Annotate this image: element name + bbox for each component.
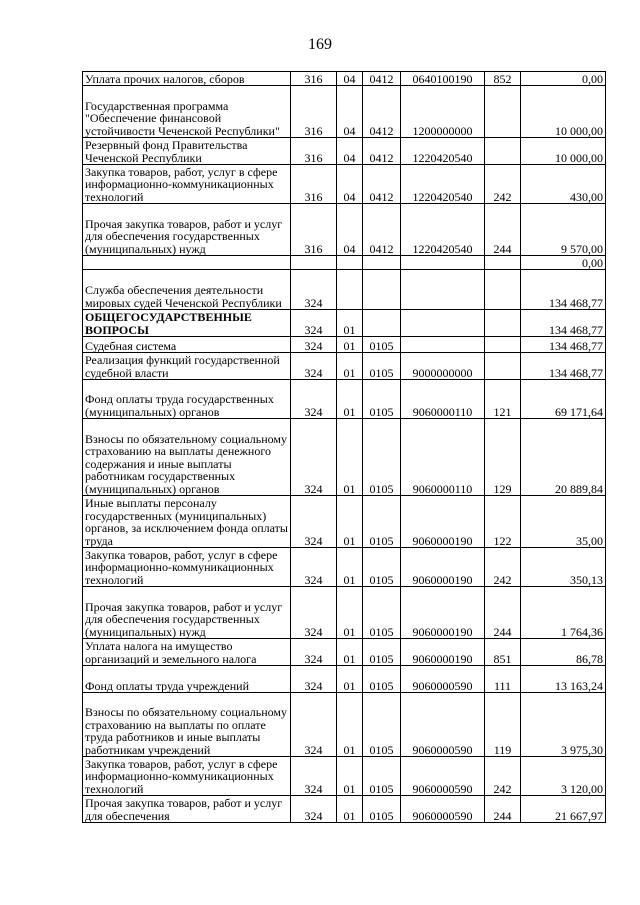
cell-glava: 316 [291, 204, 337, 256]
cell-target-article: 9060000190 [401, 639, 485, 666]
cell-glava [291, 256, 337, 270]
cell-glava: 324 [291, 380, 337, 419]
cell-target-article: 9060000190 [401, 548, 485, 587]
cell-razdel: 01 [337, 639, 363, 666]
table-row [83, 256, 606, 270]
cell-razdel: 04 [337, 72, 363, 86]
cell-expense-type [485, 270, 521, 310]
cell-glava: 316 [291, 86, 337, 138]
cell-amount: 3 975,30 [521, 693, 606, 757]
cell-razdel: 01 [337, 587, 363, 639]
cell-target-article: 9000000000 [401, 353, 485, 380]
cell-glava: 324 [291, 587, 337, 639]
cell-expense-type [485, 353, 521, 380]
cell-glava: 324 [291, 548, 337, 587]
cell-podrazdel: 0105 [363, 496, 401, 548]
cell-glava: 324 [291, 757, 337, 796]
table-row [83, 310, 606, 337]
cell-razdel [337, 270, 363, 310]
cell-razdel: 01 [337, 666, 363, 693]
cell-target-article: 9060000110 [401, 419, 485, 496]
cell-name: Уплата налога на имущество организаций и земельного налога [83, 639, 291, 666]
cell-expense-type: 242 [485, 165, 521, 204]
table-row [83, 138, 606, 165]
cell-name: Закупка товаров, работ, услуг в сфере информационно-коммуникационных технологий [83, 548, 291, 587]
cell-amount: 0,00 [521, 256, 606, 270]
cell-target-article: 0640100190 [401, 72, 485, 86]
cell-amount: 134 468,77 [521, 353, 606, 380]
cell-amount: 134 468,77 [521, 337, 606, 353]
cell-podrazdel: 0412 [363, 165, 401, 204]
cell-expense-type: 244 [485, 796, 521, 823]
cell-razdel: 04 [337, 165, 363, 204]
table-row [83, 796, 606, 823]
cell-glava: 316 [291, 72, 337, 86]
table-row [83, 353, 606, 380]
cell-razdel: 01 [337, 380, 363, 419]
cell-expense-type: 121 [485, 380, 521, 419]
cell-expense-type: 122 [485, 496, 521, 548]
cell-glava: 324 [291, 666, 337, 693]
cell-podrazdel: 0105 [363, 337, 401, 353]
cell-expense-type: 852 [485, 72, 521, 86]
cell-amount: 10 000,00 [521, 86, 606, 138]
cell-razdel: 01 [337, 496, 363, 548]
cell-name: Уплата прочих налогов, сборов [83, 72, 291, 86]
cell-amount: 21 667,97 [521, 796, 606, 823]
table-row [83, 639, 606, 666]
cell-expense-type: 242 [485, 757, 521, 796]
budget-table [82, 71, 606, 823]
cell-amount: 10 000,00 [521, 138, 606, 165]
page-number: 169 [308, 36, 332, 53]
cell-name [83, 256, 291, 270]
cell-glava: 324 [291, 796, 337, 823]
cell-razdel: 01 [337, 548, 363, 587]
cell-glava: 324 [291, 693, 337, 757]
cell-amount: 86,78 [521, 639, 606, 666]
table-row [83, 666, 606, 693]
cell-name: Судебная система [83, 337, 291, 353]
cell-amount: 3 120,00 [521, 757, 606, 796]
cell-podrazdel [363, 310, 401, 337]
cell-podrazdel: 0105 [363, 419, 401, 496]
cell-podrazdel: 0105 [363, 548, 401, 587]
cell-glava: 324 [291, 310, 337, 337]
cell-amount: 350,13 [521, 548, 606, 587]
cell-expense-type [485, 310, 521, 337]
cell-amount: 134 468,77 [521, 310, 606, 337]
cell-amount: 69 171,64 [521, 380, 606, 419]
cell-name: Фонд оплаты труда государственных (муниципальных) органов [83, 380, 291, 419]
table-row [83, 419, 606, 496]
cell-razdel: 04 [337, 86, 363, 138]
cell-expense-type: 244 [485, 587, 521, 639]
cell-razdel: 01 [337, 757, 363, 796]
cell-name: Прочая закупка товаров, работ и услуг для обеспечения государственных (муниципальных) нужд [83, 204, 291, 256]
cell-razdel: 01 [337, 693, 363, 757]
cell-name: Фонд оплаты труда учреждений [83, 666, 291, 693]
cell-name: Реализация функций государственной судебной власти [83, 353, 291, 380]
cell-name: Закупка товаров, работ, услуг в сфере информационно-коммуникационных технологий [83, 757, 291, 796]
cell-name: ОБЩЕГОСУДАРСТВЕННЫЕ ВОПРОСЫ [83, 310, 291, 337]
cell-name: Прочая закупка товаров, работ и услуг для обеспечения [83, 796, 291, 823]
cell-name: Служба обеспечения деятельности мировых судей Чеченской Республики [83, 270, 291, 310]
cell-target-article [401, 256, 485, 270]
cell-target-article [401, 270, 485, 310]
cell-razdel: 01 [337, 419, 363, 496]
cell-expense-type: 111 [485, 666, 521, 693]
cell-expense-type: 244 [485, 204, 521, 256]
cell-name: Прочая закупка товаров, работ и услуг для обеспечения государственных (муниципальных) нужд [83, 587, 291, 639]
cell-podrazdel: 0105 [363, 587, 401, 639]
cell-amount: 0,00 [521, 72, 606, 86]
cell-podrazdel: 0105 [363, 796, 401, 823]
cell-podrazdel: 0412 [363, 86, 401, 138]
cell-expense-type: 119 [485, 693, 521, 757]
cell-razdel: 04 [337, 204, 363, 256]
table-row [83, 165, 606, 204]
cell-podrazdel: 0105 [363, 353, 401, 380]
table-row [83, 86, 606, 138]
cell-razdel: 01 [337, 796, 363, 823]
cell-expense-type: 129 [485, 419, 521, 496]
cell-expense-type [485, 337, 521, 353]
cell-glava: 324 [291, 496, 337, 548]
cell-podrazdel: 0412 [363, 72, 401, 86]
cell-amount: 9 570,00 [521, 204, 606, 256]
cell-podrazdel [363, 256, 401, 270]
table-row [83, 270, 606, 310]
cell-name: Взносы по обязательному социальному страхованию на выплаты по оплате труда работников и иные выплаты работникам учреждений [83, 693, 291, 757]
cell-name: Резервный фонд Правительства Чеченской Республики [83, 138, 291, 165]
cell-glava: 324 [291, 419, 337, 496]
cell-glava: 324 [291, 639, 337, 666]
cell-name: Закупка товаров, работ, услуг в сфере информационно-коммуникационных технологий [83, 165, 291, 204]
cell-amount: 13 163,24 [521, 666, 606, 693]
cell-target-article: 1220420540 [401, 204, 485, 256]
cell-name: Иные выплаты персоналу государственных (муниципальных) органов, за исключением фонда оплаты труда [83, 496, 291, 548]
cell-amount: 20 889,84 [521, 419, 606, 496]
cell-glava: 324 [291, 337, 337, 353]
cell-target-article [401, 310, 485, 337]
cell-amount: 134 468,77 [521, 270, 606, 310]
cell-name: Государственная программа "Обеспечение финансовой устойчивости Чеченской Республики" [83, 86, 291, 138]
cell-razdel: 01 [337, 337, 363, 353]
cell-podrazdel: 0105 [363, 666, 401, 693]
cell-podrazdel: 0412 [363, 204, 401, 256]
table-row [83, 380, 606, 419]
cell-target-article [401, 337, 485, 353]
cell-expense-type: 242 [485, 548, 521, 587]
cell-razdel [337, 256, 363, 270]
cell-expense-type: 851 [485, 639, 521, 666]
cell-glava: 316 [291, 165, 337, 204]
cell-amount: 1 764,36 [521, 587, 606, 639]
cell-razdel: 01 [337, 353, 363, 380]
cell-razdel: 01 [337, 310, 363, 337]
cell-expense-type [485, 138, 521, 165]
table-row [83, 757, 606, 796]
table-row [83, 337, 606, 353]
cell-podrazdel: 0412 [363, 138, 401, 165]
cell-target-article: 1200000000 [401, 86, 485, 138]
cell-glava: 324 [291, 353, 337, 380]
cell-podrazdel [363, 270, 401, 310]
table-row [83, 587, 606, 639]
cell-podrazdel: 0105 [363, 757, 401, 796]
cell-amount: 430,00 [521, 165, 606, 204]
cell-target-article: 9060000590 [401, 757, 485, 796]
table-row [83, 693, 606, 757]
cell-target-article: 9060000590 [401, 666, 485, 693]
cell-target-article: 1220420540 [401, 138, 485, 165]
cell-target-article: 1220420540 [401, 165, 485, 204]
cell-target-article: 9060000110 [401, 380, 485, 419]
cell-target-article: 9060000590 [401, 693, 485, 757]
table-row [83, 204, 606, 256]
cell-expense-type [485, 256, 521, 270]
table-row [83, 548, 606, 587]
cell-target-article: 9060000590 [401, 796, 485, 823]
cell-glava: 324 [291, 270, 337, 310]
table-row [83, 72, 606, 86]
cell-amount: 35,00 [521, 496, 606, 548]
cell-podrazdel: 0105 [363, 380, 401, 419]
cell-target-article: 9060000190 [401, 587, 485, 639]
cell-razdel: 04 [337, 138, 363, 165]
cell-name: Взносы по обязательному социальному страхованию на выплаты денежного содержания и иные выплаты работникам государственных (муниципальных) органов [83, 419, 291, 496]
cell-podrazdel: 0105 [363, 693, 401, 757]
cell-target-article: 9060000190 [401, 496, 485, 548]
cell-glava: 316 [291, 138, 337, 165]
cell-expense-type [485, 86, 521, 138]
table-row [83, 496, 606, 548]
cell-podrazdel: 0105 [363, 639, 401, 666]
